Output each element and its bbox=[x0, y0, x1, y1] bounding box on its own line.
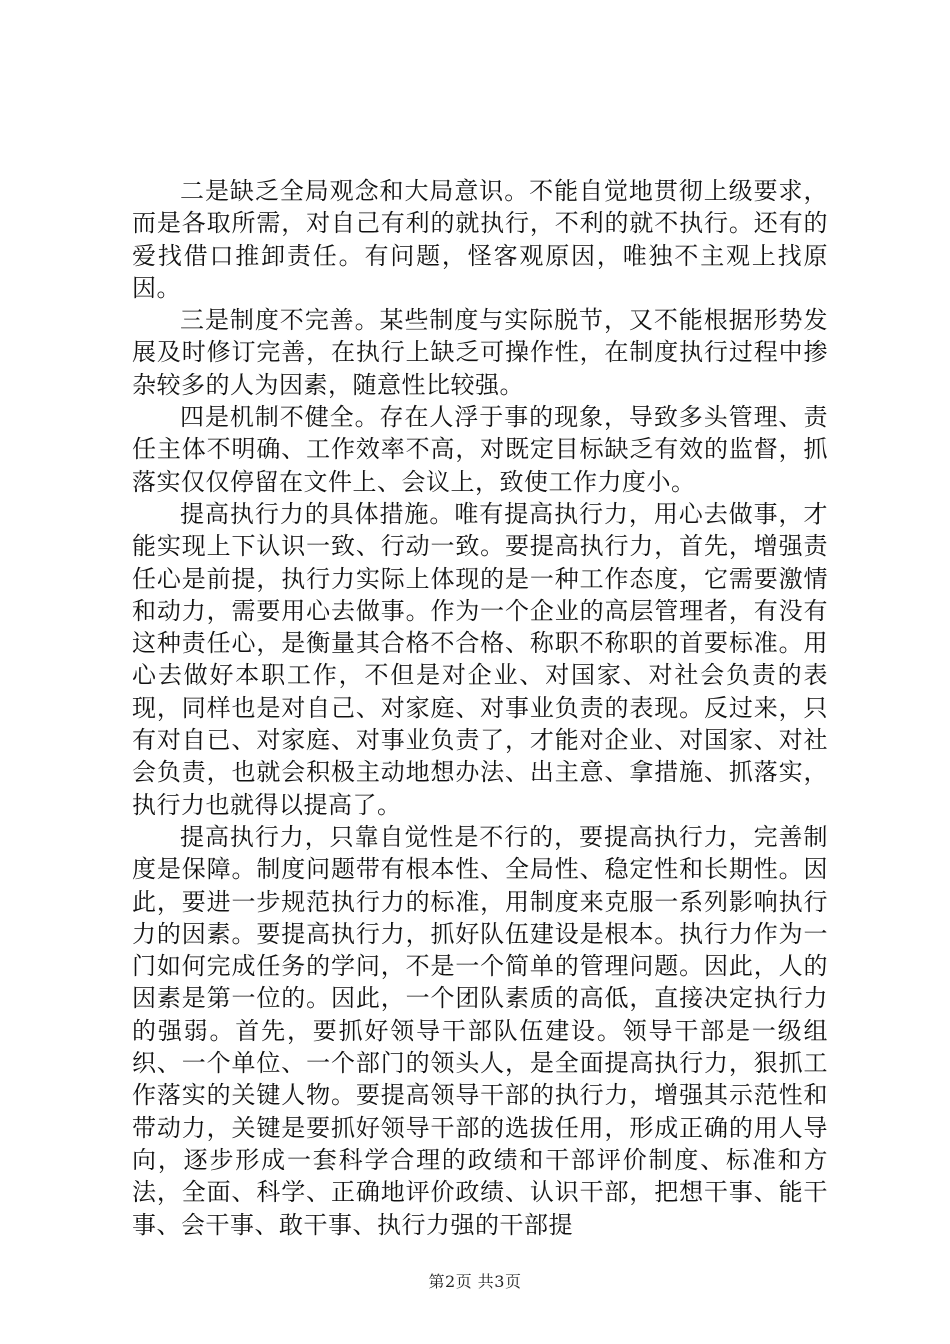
paragraph-1: 二是缺乏全局观念和大局意识。不能自觉地贯彻上级要求，而是各取所需，对自己有利的就执行，不利的就不执行。还有的爱找借口推卸责任。有问题，怪客观原因，唯独不主观上找原因。 bbox=[132, 177, 828, 302]
paragraph-4: 提高执行力的具体措施。唯有提高执行力，用心去做事，才能实现上下认识一致、行动一致。要提高执行力，首先，增强责任心是前提，执行力实际上体现的是一种工作态度，它需要激情和动力，需要用心去做事。作为一个企业的高层管理者，有没有这种责任心，是衡量其合格不合格、称职不称职的首要标准。用心去做好本职工作，不但是对企业、对国家、对社会负责的表现，同样也是对自己、对家庭、对事业负责的表现。反过来，只有对自已、对家庭、对事业负责了，才能对企业、对国家、对社会负责，也就会积极主动地想办法、出主意、拿措施、抓落实，执行力也就得以提高了。 bbox=[132, 499, 828, 819]
document-body bbox=[132, 175, 828, 1241]
paragraph-2: 三是制度不完善。某些制度与实际脱节，又不能根据形势发展及时修订完善，在执行上缺乏可操作性，在制度执行过程中掺杂较多的人为因素，随意性比较强。 bbox=[132, 306, 828, 399]
paragraph-3: 四是机制不健全。存在人浮于事的现象，导致多头管理、责任主体不明确、工作效率不高，对既定目标缺乏有效的监督，抓落实仅仅停留在文件上、会议上，致使工作力度小。 bbox=[132, 403, 828, 496]
paragraph-5: 提高执行力，只靠自觉性是不行的，要提高执行力，完善制度是保障。制度问题带有根本性、全局性、稳定性和长期性。因此，要进一步规范执行力的标准，用制度来克服一系列影响执行力的因素。要提高执行力，抓好队伍建设是根本。执行力作为一门如何完成任务的学问，不是一个简单的管理问题。因此，人的因素是第一位的。因此，一个团队素质的高低，直接决定执行力的强弱。首先，要抓好领导干部队伍建设。领导干部是一级组织、一个单位、一个部门的领头人，是全面提高执行力，狠抓工作落实的关键人物。要提高领导干部的执行力，增强其示范性和带动力，关键是要抓好领导干部的选拔任用，形成正确的用人导向，逐步形成一套科学合理的政绩和干部评价制度、标准和方法，全面、科学、正确地评价政绩、认识干部，把想干事、能干事、会干事、敢干事、执行力强的干部提 bbox=[132, 822, 828, 1239]
page-number-footer: 第2页 共3页 bbox=[428, 1272, 522, 1291]
